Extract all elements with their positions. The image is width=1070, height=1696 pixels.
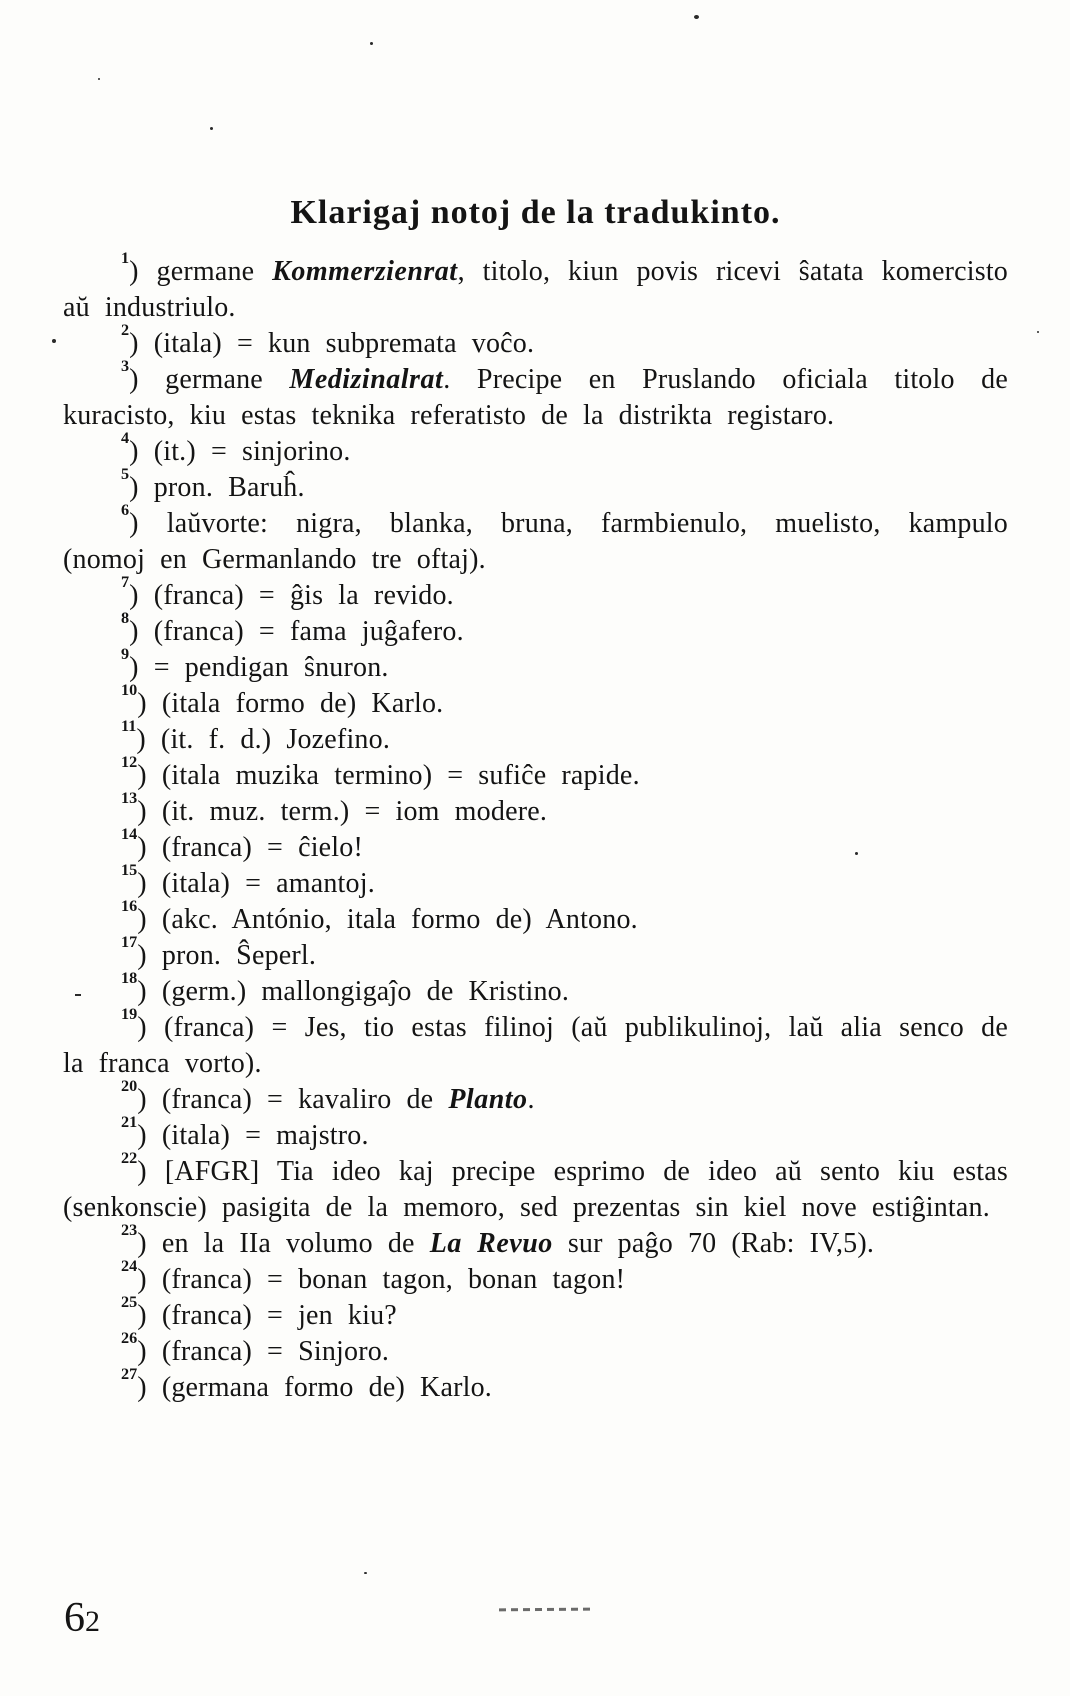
scan-speck xyxy=(75,994,81,996)
notes-list xyxy=(63,248,1008,1406)
note-number: 14 xyxy=(121,824,138,843)
note-number: 4 xyxy=(121,428,130,447)
note-4: $^4$) (it.) = sinjorino. xyxy=(121,428,351,467)
note-text: [AFGR] Tia ideo kaj precipe esprimo de ideo aŭ sento kiu estas (senkonscie) pasigita de la memoro, sed prezentas sin kiel nove estiĝintan. xyxy=(63,1156,1008,1223)
note-number: 24 xyxy=(121,1256,138,1275)
note-16: $^{16}$) (akc. António, itala formo de) Antono. xyxy=(121,896,638,935)
note-text: (itala formo de) Karlo. xyxy=(161,688,444,719)
note-text: (franca) = Jes, tio estas filinoj (aŭ publikulinoj, laŭ alia senco de la franca vorto). xyxy=(63,1012,1008,1079)
note-text: (franca) = ĝis la revido. xyxy=(153,580,454,611)
note-text: (franca) = jen kiu? xyxy=(161,1300,397,1331)
note-14: $^{14}$) (franca) = ĉielo! xyxy=(121,824,364,863)
note-number: 10 xyxy=(121,680,138,699)
note-text: (it.) = sinjorino. xyxy=(153,436,351,467)
note-text: (germ.) mallongigaĵo de Kristino. xyxy=(161,976,570,1007)
scan-speck xyxy=(210,127,213,130)
note-number: 23 xyxy=(121,1220,138,1239)
note-text: (franca) = fama juĝafero. xyxy=(153,616,464,647)
note-23: $^{23}$) en la IIa volumo de La Revuo sur paĝo 70 (Rab: IV,5). xyxy=(121,1220,875,1259)
footer-divider xyxy=(499,1608,591,1612)
note-text: (it. muz. term.) = iom modere. xyxy=(161,796,548,827)
note-number: 13 xyxy=(121,788,138,807)
note-text: (franca) = bonan tagon, bonan tagon! xyxy=(161,1264,626,1295)
scan-speck xyxy=(98,78,100,80)
italic-term: Kommerzienrat xyxy=(272,256,458,287)
note-5: $^5$) pron. Baruĥ. xyxy=(121,464,305,503)
note-19: $^{19}$) (franca) = Jes, tio estas filinoj (aŭ publikulinoj, laŭ alia senco de la franca vorto). xyxy=(63,1004,1008,1079)
scan-speck xyxy=(364,1572,367,1574)
note-text: pron. Ŝeperl. xyxy=(161,940,317,971)
scan-speck xyxy=(855,852,858,855)
page-number-digit: 2 xyxy=(85,1605,100,1638)
note-text: . Precipe en Pruslando oficiala titolo de kuracisto, kiu estas teknika referatisto de la distrikta registaro. xyxy=(63,364,1008,431)
note-22: $^{22}$) [AFGR] Tia ideo kaj precipe esprimo de ideo aŭ sento kiu estas (senkonscie) pasigita de la memoro, sed prezentas sin kiel nove estiĝintan. xyxy=(63,1148,1008,1223)
italic-term: Planto xyxy=(448,1084,528,1115)
note-17: $^{17}$) pron. Ŝeperl. xyxy=(121,932,317,971)
note-number: 8 xyxy=(121,608,130,627)
note-text: germane xyxy=(165,364,290,395)
note-number: 21 xyxy=(121,1112,138,1131)
note-text: . xyxy=(527,1084,535,1115)
note-number: 26 xyxy=(121,1328,138,1347)
note-number: 11 xyxy=(121,716,137,735)
note-6: $^6$) laŭvorte: nigra, blanka, bruna, farmbienulo, muelisto, kampulo (nomoj en Germanlando tre oftaj). xyxy=(63,500,1008,575)
note-9: $^9$) = pendigan ŝnuron. xyxy=(121,644,389,683)
page-number xyxy=(64,1588,100,1657)
note-number: 27 xyxy=(121,1364,138,1383)
note-text: = pendigan ŝnuron. xyxy=(153,652,389,683)
note-7: $^7$) (franca) = ĝis la revido. xyxy=(121,572,454,611)
scan-speck xyxy=(694,15,699,19)
italic-term: Medizinalrat xyxy=(289,364,444,395)
note-number: 25 xyxy=(121,1292,138,1311)
note-18: $^{18}$) (germ.) mallongigaĵo de Kristino. xyxy=(121,968,570,1007)
note-text: en la IIa volumo de xyxy=(161,1228,430,1259)
note-number: 5 xyxy=(121,464,130,483)
note-text: germane xyxy=(156,256,273,287)
note-number: 22 xyxy=(121,1148,138,1167)
page-content xyxy=(63,193,1008,1406)
note-text: (itala) = kun subpremata voĉo. xyxy=(153,328,535,359)
note-text: (franca) = ĉielo! xyxy=(161,832,364,863)
note-text: (itala) = amantoj. xyxy=(161,868,375,899)
note-10: $^{10}$) (itala formo de) Karlo. xyxy=(121,680,444,719)
italic-term: La Revuo xyxy=(429,1228,553,1259)
note-13: $^{13}$) (it. muz. term.) = iom modere. xyxy=(121,788,548,827)
note-number: 16 xyxy=(121,896,138,915)
note-12: $^{12}$) (itala muzika termino) = sufiĉe rapide. xyxy=(121,752,640,791)
note-number: 17 xyxy=(121,932,138,951)
note-20: $^{20}$) (franca) = kavaliro de Planto. xyxy=(121,1076,535,1115)
note-text: , titolo, kiun povis ricevi ŝatata komercisto aŭ industriulo. xyxy=(63,256,1008,323)
note-text: (itala muzika termino) = sufiĉe rapide. xyxy=(161,760,640,791)
note-number: 18 xyxy=(121,968,138,987)
note-text: sur paĝo 70 (Rab: IV,5). xyxy=(552,1228,875,1259)
note-text: (itala) = majstro. xyxy=(161,1120,369,1151)
note-11: $^{11}$) (it. f. d.) Jozefino. xyxy=(121,716,391,755)
page-number-digit: 6 xyxy=(64,1595,85,1641)
scan-speck xyxy=(1037,331,1039,333)
note-21: $^{21}$) (itala) = majstro. xyxy=(121,1112,369,1151)
note-number: 15 xyxy=(121,860,138,879)
note-number: 6 xyxy=(121,500,130,519)
note-27: $^{27}$) (germana formo de) Karlo. xyxy=(121,1364,492,1403)
note-text: (akc. António, itala formo de) Antono. xyxy=(161,904,638,935)
note-number: 20 xyxy=(121,1076,138,1095)
note-number: 2 xyxy=(121,320,130,339)
note-25: $^{25}$) (franca) = jen kiu? xyxy=(121,1292,397,1331)
note-text: laŭvorte: nigra, blanka, bruna, farmbienulo, muelisto, kampulo (nomoj en Germanlando tre oftaj). xyxy=(63,508,1008,575)
scan-speck xyxy=(52,339,56,343)
note-number: 12 xyxy=(121,752,138,771)
note-text: pron. Baruĥ. xyxy=(153,472,305,503)
note-text: (franca) = kavaliro de xyxy=(161,1084,449,1115)
note-24: $^{24}$) (franca) = bonan tagon, bonan tagon! xyxy=(121,1256,626,1295)
note-number: 3 xyxy=(121,356,130,375)
note-26: $^{26}$) (franca) = Sinjoro. xyxy=(121,1328,390,1367)
note-text: (germana formo de) Karlo. xyxy=(161,1372,492,1403)
note-text: (it. f. d.) Jozefino. xyxy=(160,724,391,755)
note-number: 7 xyxy=(121,572,130,591)
note-1: $^1$) germane Kommerzienrat, titolo, kiun povis ricevi ŝatata komercisto aŭ industriulo. xyxy=(63,248,1008,323)
scan-speck xyxy=(370,42,373,45)
note-number: 19 xyxy=(121,1004,138,1023)
note-text: (franca) = Sinjoro. xyxy=(161,1336,390,1367)
note-number: 1 xyxy=(121,248,130,267)
note-15: $^{15}$) (itala) = amantoj. xyxy=(121,860,375,899)
note-3: $^3$) germane Medizinalrat. Precipe en Pruslando oficiala titolo de kuracisto, kiu estas teknika referatisto de la distrikta registaro. xyxy=(63,356,1008,431)
note-number: 9 xyxy=(121,644,130,663)
note-8: $^8$) (franca) = fama juĝafero. xyxy=(121,608,464,647)
page-title: Klarigaj notoj de la tradukinto. xyxy=(290,194,781,231)
note-2: $^2$) (itala) = kun subpremata voĉo. xyxy=(121,320,535,359)
